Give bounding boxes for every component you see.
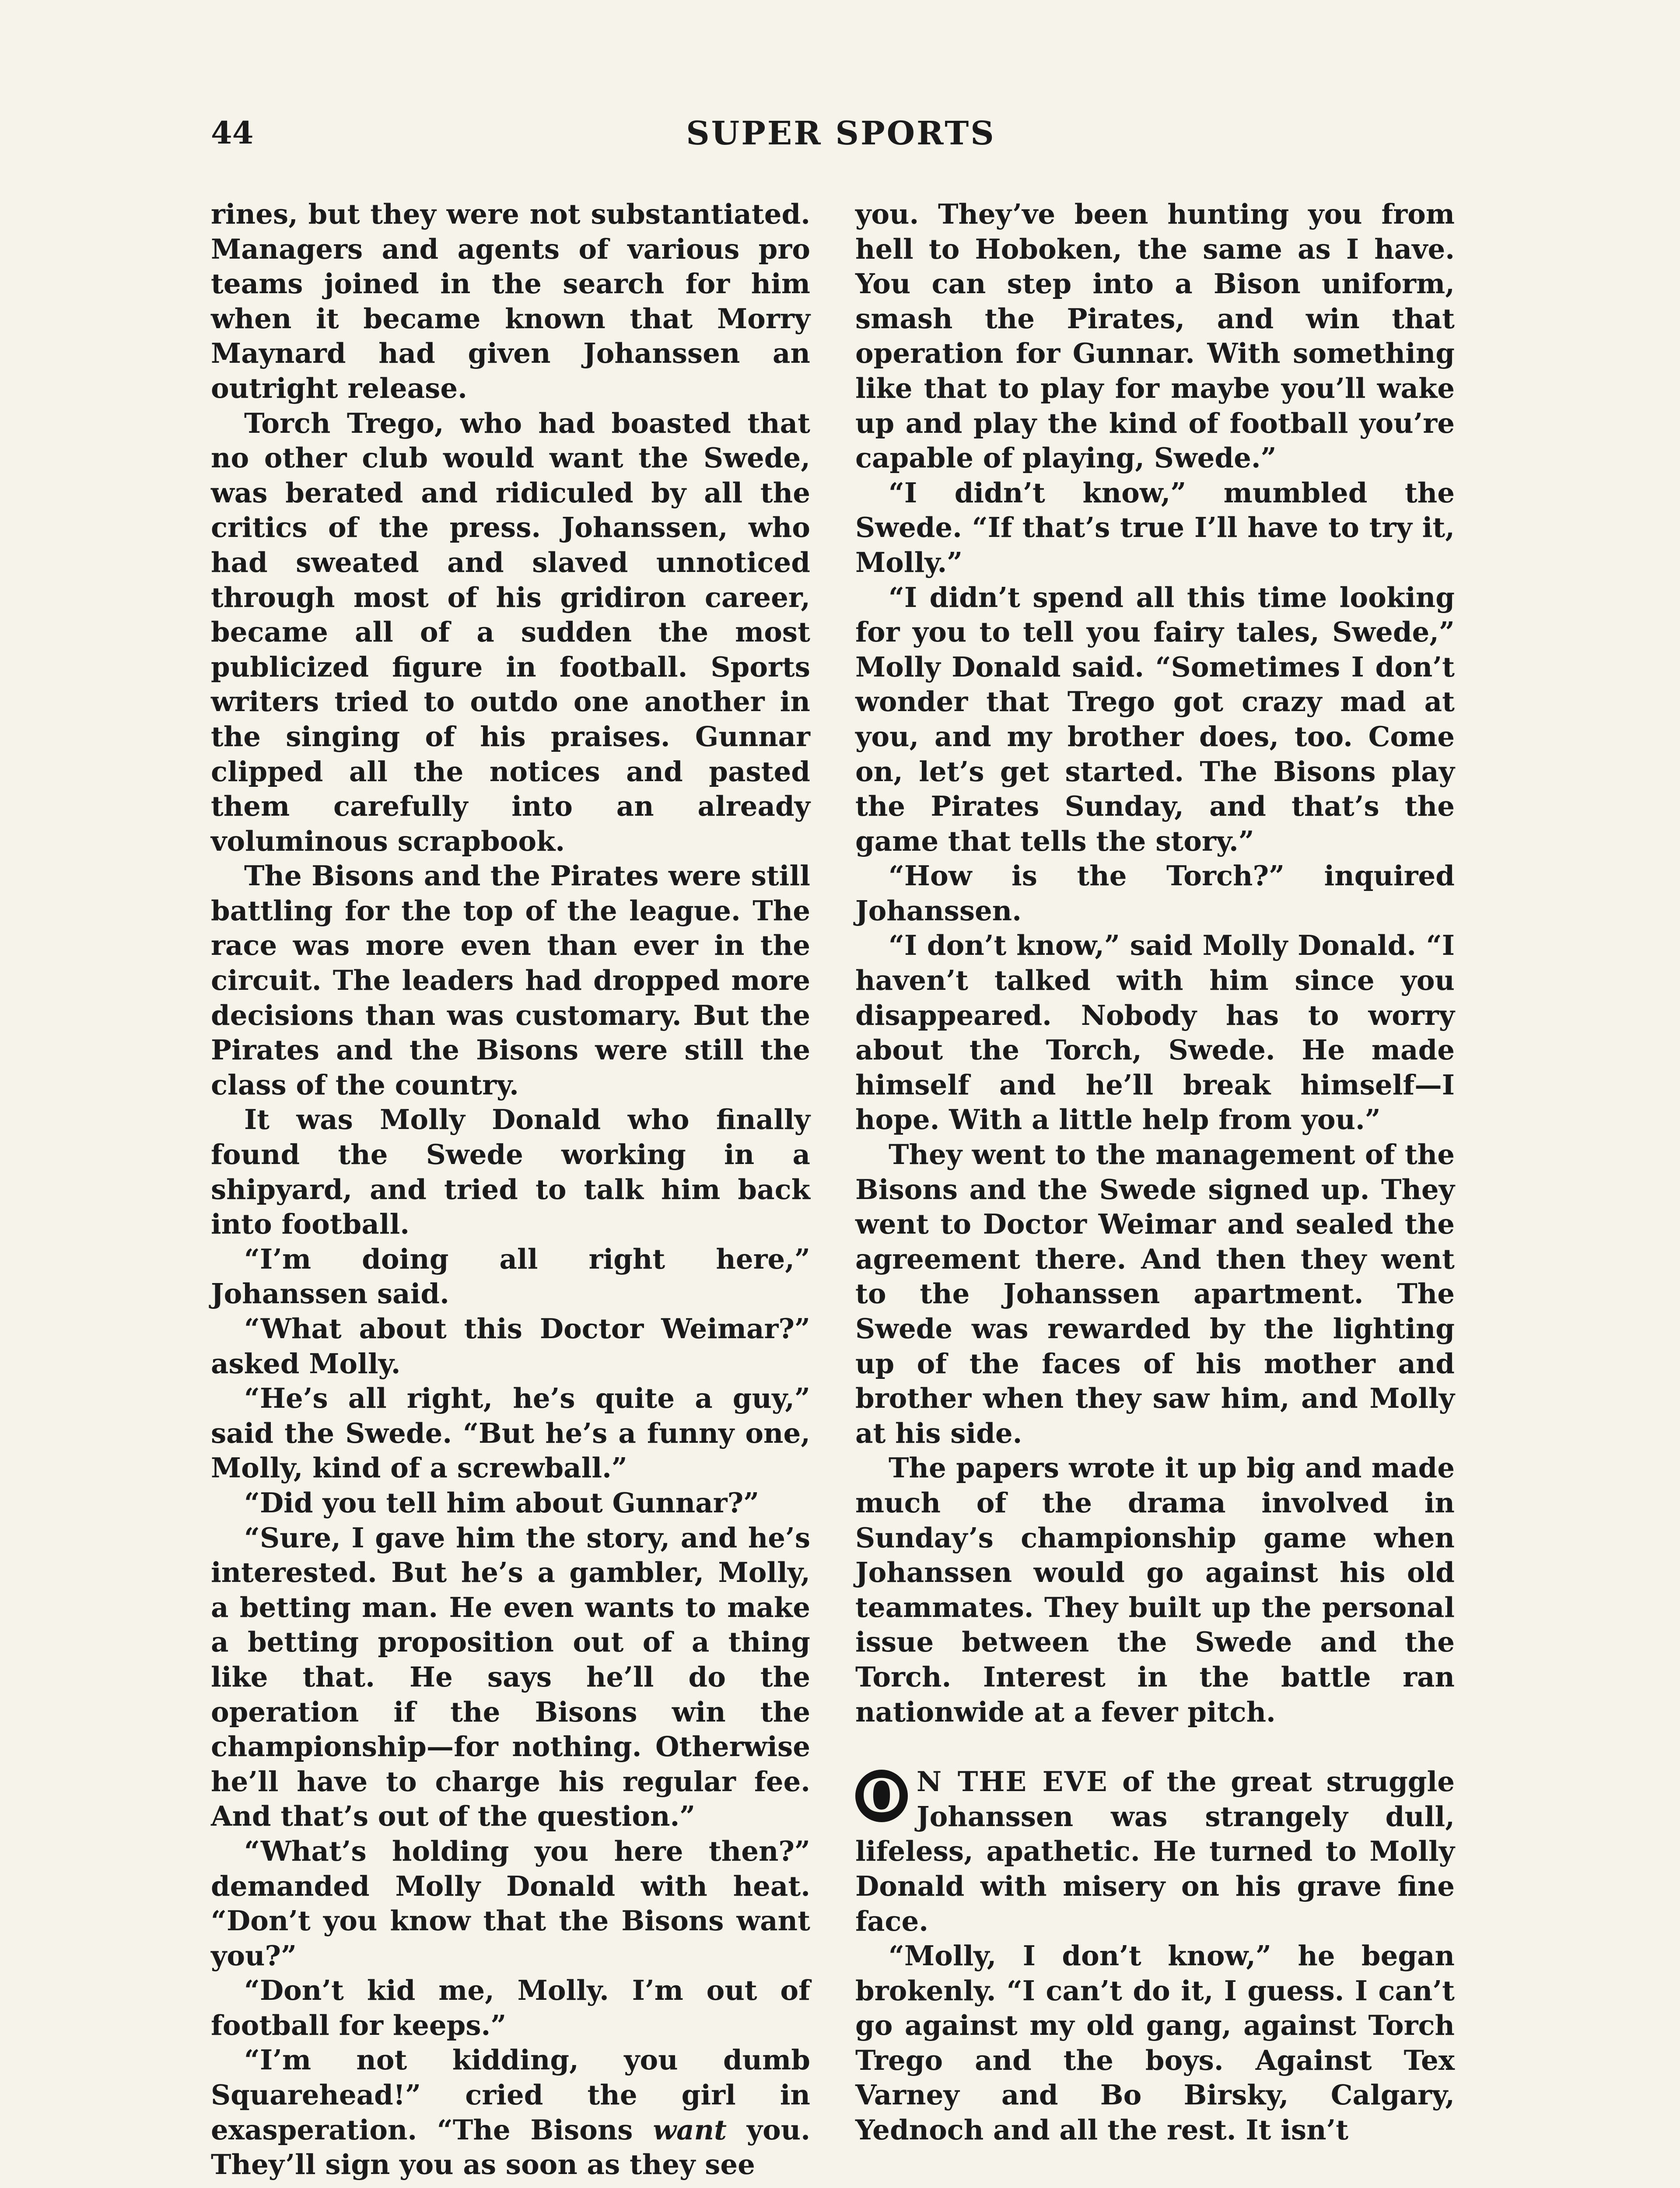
paragraph: “How is the Torch?” inquired Johanssen.	[855, 859, 1455, 927]
page-header	[211, 115, 1471, 163]
paragraph: “I’m doing all right here,” Johanssen said.	[211, 1242, 810, 1310]
page-number: 44	[211, 115, 254, 151]
running-head: SUPER SPORTS	[686, 115, 996, 152]
paragraph: “Molly, I don’t know,” he began brokenly. “I can’t do it, I guess. I can’t go against my old gang, against Torch Trego and the boys. Against Tex Varney and Bo Birsky, Calgary, Yednoch and all the rest. It isn’t	[855, 1939, 1455, 2146]
emphasis-text: want	[653, 2113, 727, 2146]
paragraph-text: “I’m not kidding, you dumb Squarehead!” cried the girl in exasperation. “The Bisons	[211, 2044, 810, 2146]
paragraph-text: of the great struggle Johanssen was strangely dull, lifeless, apathetic. He turned to Molly Donald with misery on his grave fine face.	[855, 1765, 1455, 1937]
section-opening-paragraph	[855, 1764, 1455, 1939]
paragraph: “What about this Doctor Weimar?” asked Molly.	[211, 1312, 810, 1380]
paragraph: The papers wrote it up big and made much of the drama involved in Sunday’s championship game when Johanssen would go against his old teammates. They built up the personal issue between the Swede and the Torch. Interest in the battle ran nationwide at a fever pitch.	[855, 1452, 1455, 1728]
paragraph: Torch Trego, who had boasted that no other club would want the Swede, was berated and ridiculed by all the critics of the press. Johanssen, who had sweated and slaved unnoticed through most of his gridiron career, became all of a sudden the most publicized figure in football. Sports writers tried to outdo one another in the singing of his praises. Gunnar clipped all the notices and pasted them carefully into an already voluminous scrapbook.	[211, 407, 810, 857]
paragraph	[211, 2043, 810, 2182]
paragraph: “I didn’t know,” mumbled the Swede. “If that’s true I’ll have to try it, Molly.”	[855, 476, 1455, 579]
drop-cap-initial: O	[855, 1770, 908, 1822]
paragraph: rines, but they were not substantiated. Managers and agents of various pro teams joined in the search for him when it became known that Morry Maynard had given Johanssen an outright release.	[211, 198, 810, 404]
paragraph: They went to the management of the Bisons and the Swede signed up. They went to Doctor Weimar and sealed the agreement there. And then they went to the Johanssen apartment. The Swede was rewarded by the lighting up of the faces of his mother and brother when they saw him, and Molly at his side.	[855, 1138, 1455, 1449]
right-text-column	[855, 197, 1455, 2148]
paragraph: “Did you tell him about Gunnar?”	[244, 1486, 760, 1519]
paragraph: “Sure, I gave him the story, and he’s interested. But he’s a gambler, Molly, a betting man. He even wants to make a betting proposition out of a thing like that. He says he’ll do the operation if the Bisons win the championship—for nothing. Otherwise he’ll have to charge his regular fee. And that’s out of the question.”	[211, 1521, 810, 1833]
paragraph: “What’s holding you here then?” demanded Molly Donald with heat. “Don’t you know that the Bisons want you?”	[211, 1834, 810, 1972]
paragraph: you. They’ve been hunting you from hell to Hoboken, the same as I have. You can step into a Bison uniform, smash the Pirates, and win that operation for Gunnar. With something like that to play for maybe you’ll wake up and play the kind of football you’re capable of playing, Swede.”	[855, 198, 1455, 474]
small-caps-lead: N THE EVE	[917, 1765, 1108, 1798]
left-text-column	[211, 197, 810, 2182]
paragraph: “I don’t know,” said Molly Donald. “I haven’t talked with him since you disappeared. Nobody has to worry about the Torch, Swede. He made himself and he’ll break himself—I hope. With a little help from you.”	[855, 929, 1455, 1136]
paragraph: It was Molly Donald who finally found the Swede working in a shipyard, and tried to talk him back into football.	[211, 1103, 810, 1241]
paragraph: “I didn’t spend all this time looking for you to tell you fairy tales, Swede,” Molly Donald said. “Sometimes I don’t wonder that Trego got crazy mad at you, and my brother does, too. Come on, let’s get started. The Bisons play the Pirates Sunday, and that’s the game that tells the story.”	[855, 581, 1455, 857]
paragraph: The Bisons and the Pirates were still battling for the top of the league. The race was more even than ever in the circuit. The leaders had dropped more decisions than was customary. But the Pirates and the Bisons were still the class of the country.	[211, 859, 810, 1101]
paragraph: “He’s all right, he’s quite a guy,” said the Swede. “But he’s a funny one, Molly, kind of a screwball.”	[211, 1382, 810, 1484]
paragraph: “Don’t kid me, Molly. I’m out of football for keeps.”	[211, 1974, 810, 2041]
paragraph-text: you. They’ll sign you as soon as they see	[211, 2113, 810, 2181]
